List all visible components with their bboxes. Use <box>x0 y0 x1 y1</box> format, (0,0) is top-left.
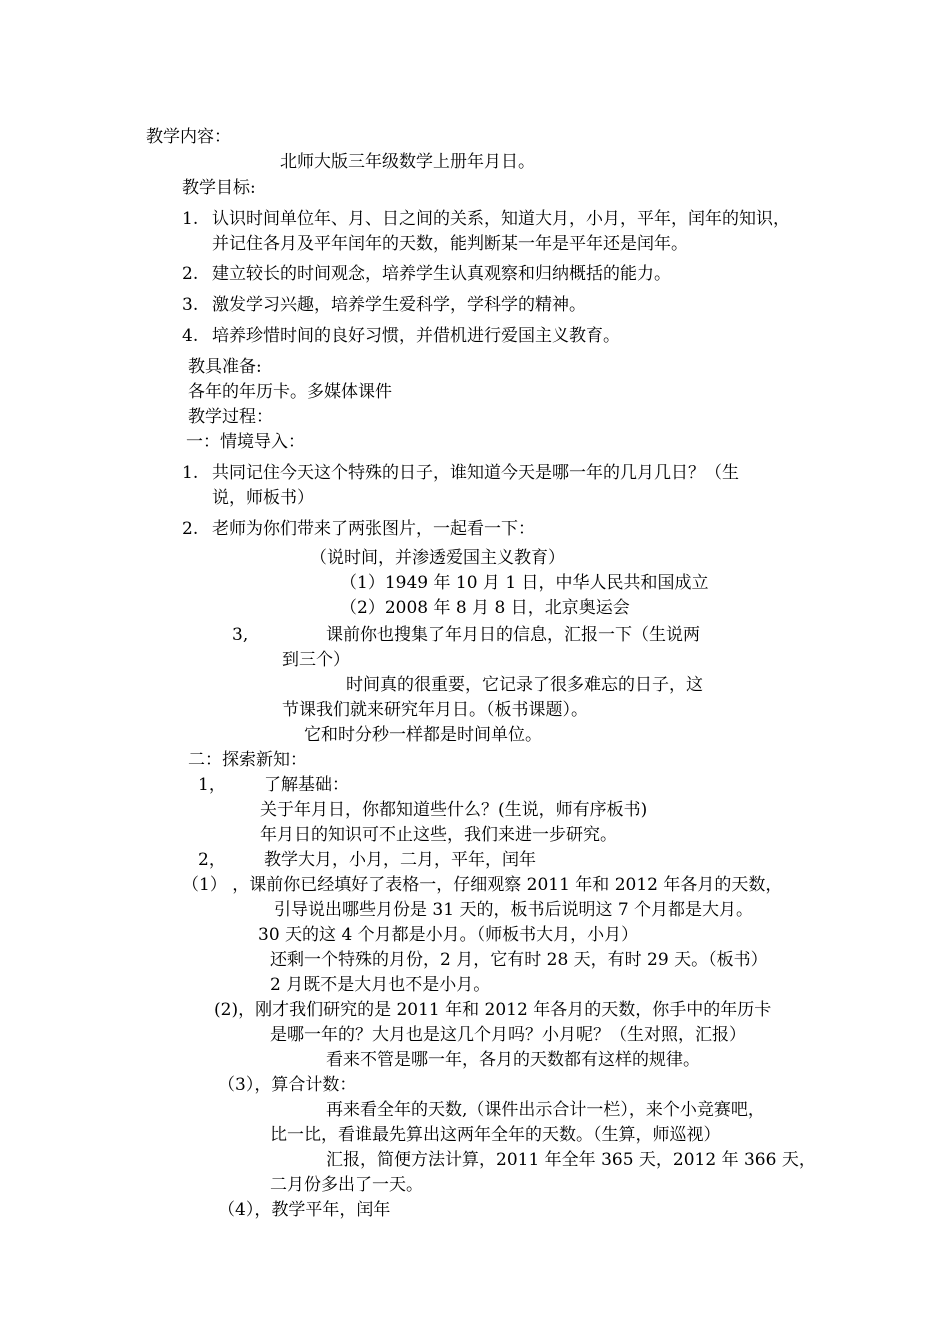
q3-line3: 汇报，简便方法计算，2011 年全年 365 天，2012 年 366 天， <box>326 1150 816 1170</box>
part2-number: 2， <box>198 850 226 870</box>
q3-line2: 比一比，看谁最先算出这两年全年的天数。（生算，师巡视） <box>270 1125 721 1145</box>
step1-line2: 说，师板书） <box>212 488 314 508</box>
step1-number: 1. <box>182 463 199 483</box>
step2-number: 2. <box>182 519 199 539</box>
process-heading: 教学过程： <box>188 407 273 427</box>
step3-line3: 时间真的很重要，它记录了很多难忘的日子，这 <box>346 675 703 695</box>
step2-note: （说时间，并渗透爱国主义教育） <box>310 548 565 568</box>
q4-title: （4），教学平年，闰年 <box>218 1200 391 1220</box>
part2-title: 教学大月，小月，二月，平年，闰年 <box>264 850 536 870</box>
content-text: 北师大版三年级数学上册年月日。 <box>280 152 535 172</box>
goal1-number: 1. <box>182 209 199 229</box>
q1-line2: 引导说出哪些月份是 31 天的，板书后说明这 7 个月都是大月。 <box>274 900 754 920</box>
q3-line1: 再来看全年的天数,（课件出示合计一栏），来个小竞赛吧， <box>326 1100 765 1120</box>
goal1-line2: 并记住各月及平年闰年的天数，能判断某一年是平年还是闰年。 <box>212 234 688 254</box>
goal2-text: 建立较长的时间观念，培养学生认真观察和归纳概括的能力。 <box>212 264 671 284</box>
goal1-line1: 认识时间单位年、月、日之间的关系，知道大月，小月，平年，闰年的知识， <box>212 209 790 229</box>
part1-title: 了解基础： <box>264 775 349 795</box>
section2-heading: 二：探索新知： <box>188 750 307 770</box>
step3-number: 3, <box>232 625 249 645</box>
section1-heading: 一：情境导入： <box>186 432 305 452</box>
goal4-text: 培养珍惜时间的良好习惯，并借机进行爱国主义教育。 <box>212 326 620 346</box>
step3-line5: 它和时分秒一样都是时间单位。 <box>304 725 542 745</box>
q3-line4: 二月份多出了一天。 <box>270 1175 423 1195</box>
q3-title: （3），算合计数： <box>218 1075 357 1095</box>
goal4-number: 4. <box>182 326 199 346</box>
step3-line4: 节课我们就来研究年月日。（板书课题）。 <box>282 700 588 720</box>
step2-item2: （2）2008 年 8 月 8 日，北京奥运会 <box>340 598 630 618</box>
q1-line4: 还剩一个特殊的月份，2 月，它有时 28 天，有时 29 天。（板书） <box>270 950 768 970</box>
part1-number: 1， <box>198 775 226 795</box>
q1-line5: 2 月既不是大月也不是小月。 <box>270 975 491 995</box>
tools-heading: 教具准备: <box>188 357 262 377</box>
part1-line2: 年月日的知识可不止这些，我们来进一步研究。 <box>260 825 617 845</box>
goal3-number: 3. <box>182 295 199 315</box>
step3-line1: 课前你也搜集了年月日的信息，汇报一下（生说两 <box>326 625 700 645</box>
q2-line3: 看来不管是哪一年，各月的天数都有这样的规律。 <box>326 1050 700 1070</box>
goals-heading: 教学目标: <box>182 178 256 198</box>
tools-text: 各年的年历卡。多媒体课件 <box>188 382 392 402</box>
step3-line2: 到三个） <box>282 650 350 670</box>
q1-line1: （1） ，课前你已经填好了表格一，仔细观察 2011 年和 2012 年各月的天数， <box>182 875 783 895</box>
q2-line1: (2)，刚才我们研究的是 2011 年和 2012 年各月的天数，你手中的年历卡 <box>214 1000 772 1020</box>
goal2-number: 2. <box>182 264 199 284</box>
step2-item1: （1）1949 年 10 月 1 日，中华人民共和国成立 <box>340 573 709 593</box>
q2-line2: 是哪一年的？大月也是这几个月吗？小月呢？（生对照，汇报） <box>270 1025 746 1045</box>
q1-line3: 30 天的这 4 个月都是小月。（师板书大月，小月） <box>258 925 639 945</box>
content-heading: 教学内容： <box>146 127 231 147</box>
step1-line1: 共同记住今天这个特殊的日子，谁知道今天是哪一年的几月几日？（生 <box>212 463 739 483</box>
step2-text: 老师为你们带来了两张图片，一起看一下： <box>212 519 535 539</box>
part1-line1: 关于年月日，你都知道些什么？(生说，师有序板书) <box>260 800 648 820</box>
goal3-text: 激发学习兴趣，培养学生爱科学，学科学的精神。 <box>212 295 586 315</box>
